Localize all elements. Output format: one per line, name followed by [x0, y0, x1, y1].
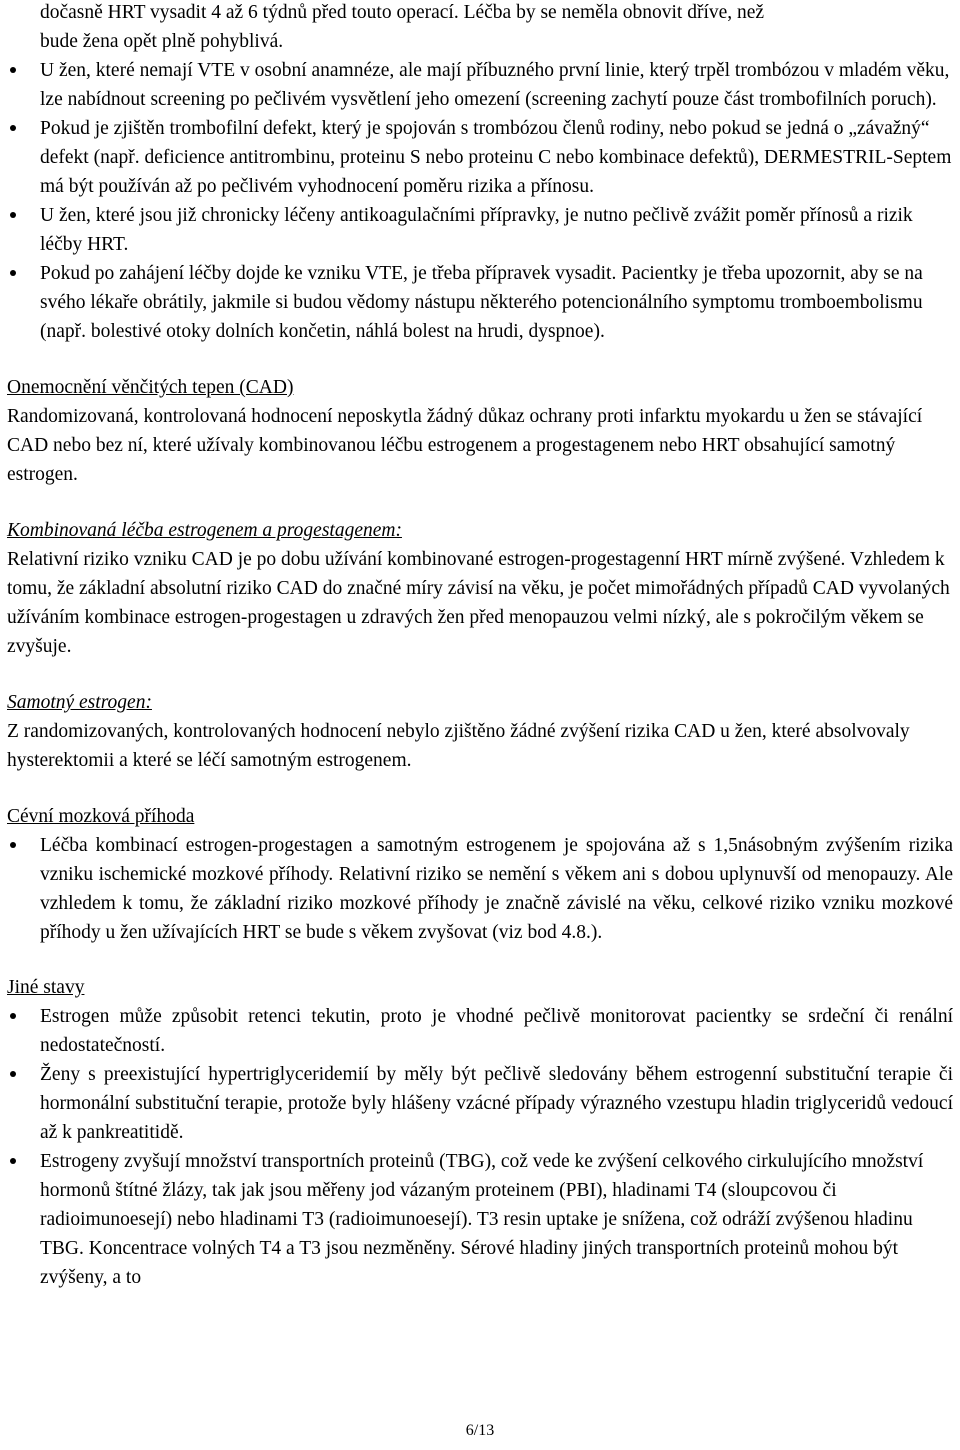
list-item: Estrogeny zvyšují množství transportních proteinů (TBG), což vede ke zvýšení celkového cirkulujícího množství hormonů štítné žlázy, tak jak jsou měřeny jod vázaným proteinem (PBI), hladinami T4 (sloupcovou či radioimunoesejí) nebo hladinami T3 (radioimunoesejí). T3 resin uptake je snížena, což odráží zvýšenou hladinu TBG. Koncentrace volných T4 a T3 jsou nezměněny. Sérové hladiny jiných transportních proteinů mohou být zvýšeny, a to: [7, 1147, 953, 1292]
document-page: [7, 0, 953, 1292]
intro-line: dočasně HRT vysadit 4 až 6 týdnů před touto operací. Léčba by se neměla obnovit dříve, než: [40, 2, 765, 23]
spacer: [7, 346, 953, 373]
section-heading-stroke: Cévní mozková příhoda: [7, 806, 195, 827]
section-estrogen-alone: [7, 688, 953, 775]
section-combined-therapy: [7, 516, 953, 661]
page-number: 6/13: [465, 1422, 495, 1439]
vte-bullet-list: [7, 56, 953, 346]
spacer: [7, 775, 953, 802]
spacer: [7, 661, 953, 688]
section-cad: [7, 373, 953, 489]
list-item: U žen, které nemají VTE v osobní anamnéze, ale mají příbuzného první linie, který trpěl trombózou v mladém věku, lze nabídnout screening po pečlivém vysvětlení jeho omezení (screening zachytí pouze část trombofilních poruch).: [7, 56, 953, 114]
list-item: Pokud je zjištěn trombofilní defekt, který je spojován s trombózou členů rodiny, nebo pokud se jedná o „závažný“ defekt (např. deficience antitrombinu, proteinu S nebo proteinu C nebo kombinace defektů), DERMESTRIL-Septem má být používán až po pečlivém vyhodnocení poměru rizika a přínosu.: [7, 114, 953, 201]
list-item: Léčba kombinací estrogen-progestagen a samotným estrogenem je spojována až s 1,5násobným zvýšením rizika vzniku ischemické mozkové příhody. Relativní riziko se nemění s věkem ani s dobou uplynuvší od menopauzy. Ale vzhledem k tomu, že základní riziko mozkové příhody je značně závislé na věku, celkové riziko vzniku mozkové příhody u žen užívajících HRT se bude s věkem zvyšovat (viz bod 4.8.).: [7, 831, 953, 947]
paragraph-estrogen-alone: Z randomizovaných, kontrolovaných hodnocení nebylo zjištěno žádné zvýšení rizika CAD u žen, které absolvovaly hysterektomii a které se léčí samotným estrogenem.: [7, 721, 910, 771]
list-item: Ženy s preexistující hypertriglyceridemií by měly být pečlivě sledovány během estrogenní substituční terapie či hormonální substituční terapie, protože byly hlášeny vzácné případy výrazného vzestupu hladin triglyceridů vedoucí až k pankreatitidě.: [7, 1060, 953, 1147]
section-stroke: [7, 802, 953, 947]
list-item: U žen, které jsou již chronicky léčeny antikoagulačními přípravky, je nutno pečlivě zvážit poměr přínosů a rizik léčby HRT.: [7, 201, 953, 259]
section-other-conditions: [7, 973, 953, 1292]
list-item: Pokud po zahájení léčby dojde ke vzniku VTE, je třeba přípravek vysadit. Pacientky je třeba upozornit, aby se na svého lékaře obrátily, jakmile si budou vědomy nástupu některého potencionálního symptomu tromboembolismu (např. bolestivé otoky dolních končetin, náhlá bolest na hrudi, dyspnoe).: [7, 259, 953, 346]
intro-line: bude žena opět plně pohyblivá.: [40, 31, 284, 52]
paragraph-cad: Randomizovaná, kontrolovaná hodnocení neposkytla žádný důkaz ochrany proti infarktu myokardu u žen se stávající CAD nebo bez ní, které užívaly kombinovanou léčbu estrogenem a progestagenem nebo HRT obsahující samotný estrogen.: [7, 406, 923, 485]
spacer: [7, 489, 953, 516]
subheading-estrogen-alone: Samotný estrogen:: [7, 692, 152, 713]
stroke-bullet-list: [7, 831, 953, 947]
intro-continuation: [7, 0, 953, 56]
other-bullet-list: [7, 1002, 953, 1292]
section-heading-other-conditions: Jiné stavy: [7, 977, 85, 998]
section-heading-cad: Onemocnění věnčitých tepen (CAD): [7, 377, 294, 398]
spacer: [7, 947, 953, 973]
paragraph-combined-therapy: Relativní riziko vzniku CAD je po dobu užívání kombinované estrogen-progestagenní HRT mírně zvýšené. Vzhledem k tomu, že základní absolutní riziko CAD do značné míry závisí na věku, je počet mimořádných případů CAD vyvolaných užíváním kombinace estrogen-progestagen u zdravých žen před menopauzou velmi nízký, ale s pokročilým věkem se zvyšuje.: [7, 549, 950, 657]
list-item: Estrogen může způsobit retenci tekutin, proto je vhodné pečlivě monitorovat pacientky se srdeční či renální nedostatečností.: [7, 1002, 953, 1060]
subheading-combined-therapy: Kombinovaná léčba estrogenem a progestagenem:: [7, 520, 402, 541]
